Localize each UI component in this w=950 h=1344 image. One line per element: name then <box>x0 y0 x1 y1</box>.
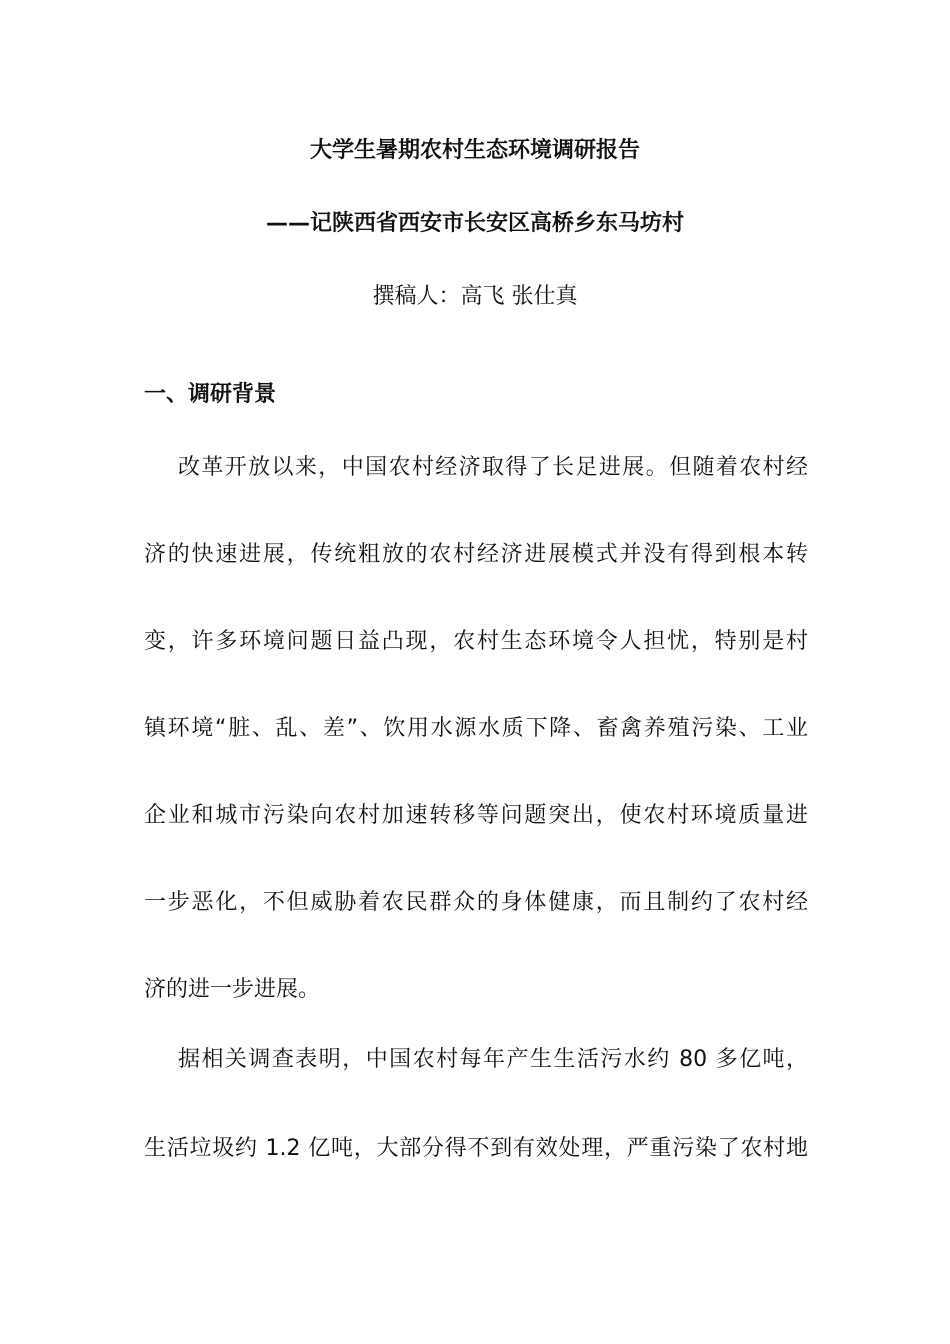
paragraph-line: 据相关调查表明，中国农村每年产生生活污水约 80 多亿吨， <box>178 1047 808 1072</box>
paragraph-line: 变，许多环境问题日益凸现，农村生态环境令人担忧，特别是村 <box>144 629 808 654</box>
report-title: 大学生暑期农村生态环境调研报告 <box>309 138 640 163</box>
paragraph-line: 一步恶化，不但威胁着农民群众的身体健康，而且制约了农村经 <box>144 890 808 915</box>
paragraph-line: 济的快速进展，传统粗放的农村经济进展模式并没有得到根本转 <box>144 542 808 567</box>
author-line: 撰稿人：高飞 张仕真 <box>372 284 578 309</box>
paragraph-line: 企业和城市污染向农村加速转移等问题突出，使农村环境质量进 <box>144 803 808 828</box>
paragraph-line: 生活垃圾约 1.2 亿吨，大部分得不到有效处理，严重污染了农村地 <box>144 1136 808 1161</box>
paragraph-line: 济的进一步进展。 <box>144 977 321 1002</box>
paragraph-line: 改革开放以来，中国农村经济取得了长足进展。但随着农村经 <box>178 455 808 480</box>
paragraph-line: 镇环境“脏、乱、差”、饮用水源水质下降、畜禽养殖污染、工业 <box>144 716 808 741</box>
section-heading-background: 一、调研背景 <box>144 382 277 407</box>
report-subtitle: ——记陕西省西安市长安区高桥乡东马坊村 <box>265 211 684 236</box>
